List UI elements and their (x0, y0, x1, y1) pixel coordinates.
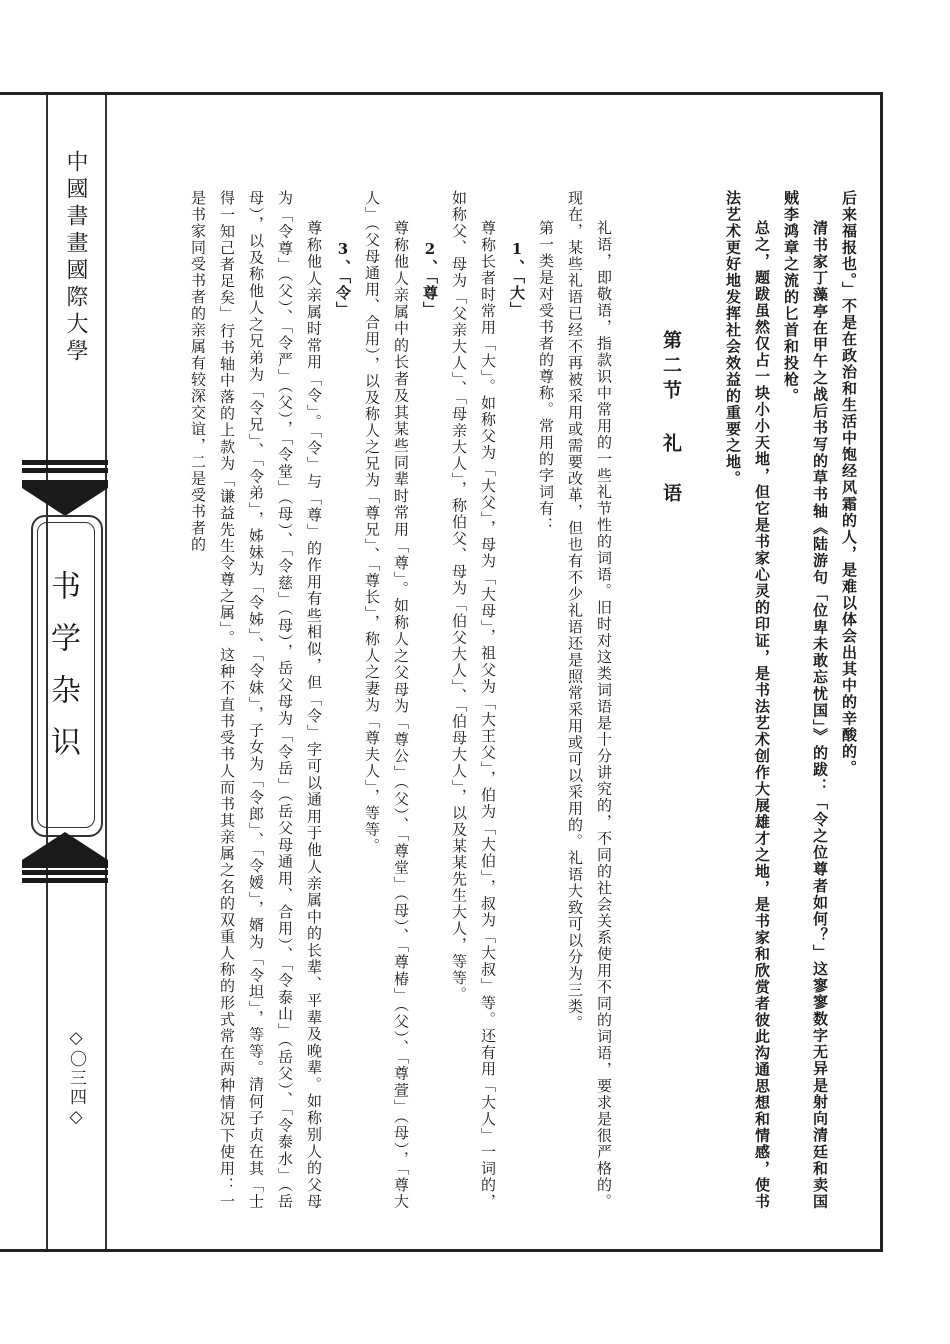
section-name: 礼 语 (660, 433, 682, 508)
page-frame-bottom (0, 1249, 883, 1252)
section-number: 第二节 (660, 330, 682, 405)
paragraph: 尊称他人亲属时常用「令」。「令」与「尊」的作用有些相似，但「令」字可以通用于他人亲属中的长辈、平辈及晚辈。如称别人的父母为「令尊」（父）、「令严」（父），「令堂」（母）、「令慈」（母），岳父母为「令岳」（岳父母通用、合用）、「令泰山」（岳父）、「令泰水」（岳母），以及称他人之兄弟为「令兄」、「令弟」，姊妹为「令姊」、「令妹」，子女为「令郎」、「令嫒」，婿为「令坦」，等等。清何子贞在其「士得一知己者足矣」行书轴中落的上款为「谦益先生令尊之属」。这种不直书受书人而书其亲属之名的双重人称的形式常在两种情况下使用：一是书家同受书者的亲属有较深交谊，二是受书者的 (189, 190, 323, 1210)
university-name: 中國書畫國際大學 (63, 150, 88, 366)
subheading: 3、「令」 (334, 240, 352, 318)
badge-bottom-ornament-icon (22, 828, 108, 868)
paragraph: 礼语，即敬语，指款识中常用的一些礼节性的词语。旧时对这类词语是十分讲究的，不同的社会关系使用不同的词语，要求是很严格的。现在，某些礼语已经不再被采用或需要改革，但也有不少礼语还是照常采用或可以采用的。礼语大致可以分为三类。 (566, 190, 613, 1210)
page-frame-right (880, 92, 883, 1252)
subheading: 2、「尊」 (421, 240, 439, 318)
badge-top-ornament-icon (22, 480, 108, 520)
paragraph: 尊称他人亲属中的长者及其某些同辈时常用「尊」。如称人之父母为「尊公」（父）、「尊堂」（母）、「尊椿」（父）、「尊萱」（母），「尊大人」（父母通用、合用），以及称人之兄为「尊兄」、「尊长」，称人之妻为「尊夫人」，等等。 (363, 190, 410, 1210)
paragraph: 后来福报也。」不是在政治和生活中饱经风霜的人，是难以体会出其中的辛酸的。 (840, 190, 858, 777)
paragraph: 尊称长者时常用「大」。如称父为「大父」，母为「大母」，祖父为「大王父」，伯为「大伯」，叔为「大叔」等。还有用「大人」一词的，如称父、母为「父亲大人」、「母亲大人」，称伯父、母为「伯父大人」、「伯母大人」，以及某某先生大人，等等。 (450, 190, 497, 1210)
paragraph: 总之，题跋虽然仅占一块小小天地，但它是书家心灵的印证，是书法艺术创作大展雄才之地，是书家和欣赏者彼此沟通思想和情感，使书法艺术更好地发挥社会效益的重要之地。 (724, 190, 771, 1210)
paragraph: 清书家丁藻亭在甲午之战后书写的草书轴《陆游句「位卑未敢忘忧国」》的跋：「令之位尊者如何？」这寥寥数字无异是射向清廷和卖国贼李鸿章之流的匕首和投枪。 (782, 190, 829, 1210)
page-number: ◇〇三四◇ (66, 1028, 86, 1129)
section-title (654, 190, 688, 1210)
page-frame-top (0, 92, 883, 95)
paragraph: 第一类是对受书者的尊称。常用的字词有： (537, 220, 555, 534)
book-title: 书学杂识 (45, 570, 80, 778)
page-body (163, 190, 863, 1210)
subheading: 1、「大」 (508, 240, 526, 318)
